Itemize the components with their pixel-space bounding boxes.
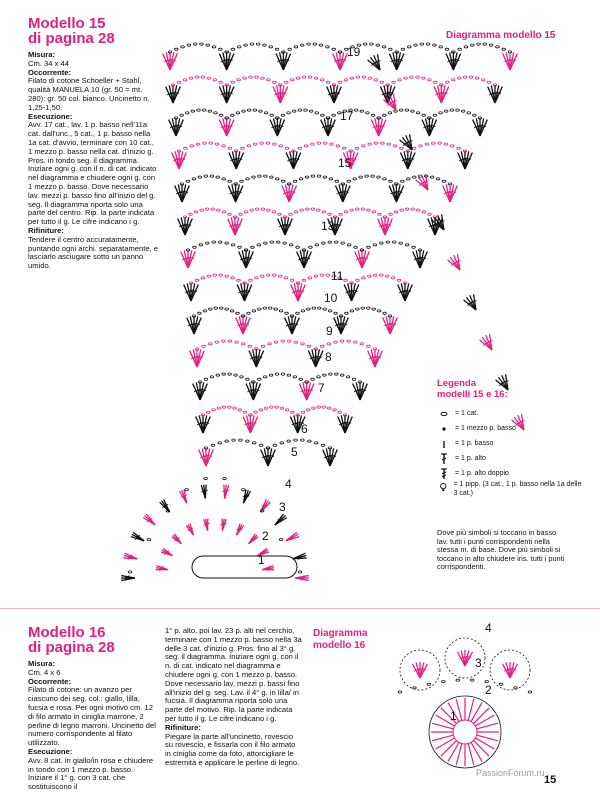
stitch-fan [334, 316, 349, 334]
chain-arc [225, 109, 279, 119]
round-number: 1 [258, 553, 265, 567]
stitch-fan [400, 134, 413, 150]
model15-occorrente-label: Occorrente: [28, 67, 72, 77]
model16-diagram-title-line2: modello 16 [313, 640, 366, 651]
chain-arc [333, 208, 387, 218]
chain-arc [428, 109, 482, 119]
model15-misura-label: Misura: [28, 50, 56, 59]
chain-arc [201, 406, 252, 416]
legend-item [437, 481, 587, 507]
stitch-fan [186, 524, 193, 535]
stitch-fan [473, 118, 488, 136]
stitch-fan [229, 151, 244, 169]
stitch-fan [371, 118, 386, 136]
chain-arc [305, 373, 362, 383]
stitch-fan [260, 499, 270, 512]
stitch-fan [243, 489, 251, 503]
model15-esecuzione: Avv. 17 cat., lav. 1 p. basso nell'11a cat. dall'unc., 5 cat., 1 p. basso nella 1a cat. d'avvio, terminare con 10 cat., 1 mezzo p. basso nella cat. d'inizio g. Pros. in tondo seg. il diagramma. Iniziare ogni g. con il n. di cat. indicato nel diagramma e chiudere ogni g. con 1 mezzo p. basso. Dove necessario lav. mezzi p. basso fino all'inizio del g. seg. Il diagramma riporta solo una parte del centro. Rip. la parte indicata per tutto il g. Le cifre indicano i g. [28, 120, 157, 227]
stitch-fan [380, 85, 395, 103]
stitch-fan [219, 118, 234, 136]
stitch-fan [291, 283, 306, 301]
stitch-fan [297, 250, 312, 268]
stitch-fan [156, 566, 168, 571]
chain-arc [296, 406, 347, 416]
stitch-fan [175, 184, 190, 202]
stitch-fan [368, 349, 383, 367]
stitch-fan [355, 250, 370, 268]
stitch-fan [243, 415, 258, 433]
round-number: 2 [485, 683, 492, 697]
model16-instructions-col2 [165, 627, 303, 768]
chain-arc [186, 241, 248, 251]
stitch-fan [236, 316, 251, 334]
legend-text: = 1 mezzo p. basso [455, 425, 516, 432]
model15-rifiniture: Tendere il centro accuratamente, puntando ogni archi. separatamente, e lasciarlo asciugare sotto un panno umido. [28, 234, 159, 271]
stitch-fan [184, 283, 199, 301]
stitch-fan [323, 448, 338, 466]
stitch-fan [434, 85, 449, 103]
chain-arc [266, 439, 332, 449]
chain-arc [183, 208, 237, 218]
legend-text: = 1 pipp. (3 cat., 1 p. basso nella 1a delle 3 cat.) [453, 481, 582, 497]
chain-arc [302, 241, 364, 251]
model15-rifiniture-label: Rifiniture: [28, 225, 64, 235]
stitch-fan [219, 52, 234, 70]
stitch-fan [201, 485, 208, 499]
stitch-fan [389, 52, 404, 70]
round-number: 2 [262, 529, 269, 543]
stitch-fan [276, 52, 291, 70]
chain-arc [283, 208, 337, 218]
stitch-fan [457, 650, 472, 666]
model15-subtitle: di pagina 28 [28, 30, 115, 47]
model16-esecuzione-part2: 1° p. alto, poi lav. 23 p. alti nel cerchio, terminare con 1 mezzo p. basso nella 3a delle 3 cat. d'inizio g. Pros. fino al 3° g. seg. il diagramma. Iniziare ogni g. con il n. di cat. indicato nel diagramma e chiudere ogni g. con 1 mezzo p. basso. Dove necessario lav. mezzi p. bassi fino all'inizio del g. seg. Lav. il 4° g. in lilla/ in fucsia. Il diagramma riporta solo una parte del motivo. Rip. la parte indicata per tutto il g. Le cifre indicano i g. [165, 626, 302, 723]
model15-diagram-title: Diagramma modello 15 [446, 30, 556, 41]
stitch-fan [448, 254, 461, 270]
stitch [441, 740, 457, 756]
stitch-fan [353, 382, 368, 400]
slip-stitch-icon [437, 423, 451, 435]
stitch-fan [166, 85, 181, 103]
model16-misura: Cm. 4 x 6 [28, 667, 61, 677]
center-ring [453, 720, 477, 744]
stitch-fan [282, 184, 297, 202]
chain-arc [204, 439, 270, 449]
chain-arc [377, 109, 431, 119]
stitch-fan [246, 382, 261, 400]
legend-note: Dove più simboli si toccano in basso lav. tutti i punti corrispondenti nella stessa m. di base. Dove più simboli si toccano in alto chiudere ins. tutti i punti corrispondenti. [437, 528, 565, 572]
chain-arc [290, 307, 343, 317]
stitch-fan [237, 283, 252, 301]
stitch-fan [308, 349, 323, 367]
chain-arc [243, 274, 300, 284]
stitch-fan [295, 576, 309, 581]
round-number: 5 [291, 445, 298, 459]
round-number: 6 [301, 422, 308, 436]
chain-arc [292, 142, 353, 152]
round-number: 4 [285, 477, 292, 491]
model15-title: Modello 15 [28, 15, 106, 32]
stitch-fan [160, 499, 170, 512]
round-number: 3 [475, 656, 482, 670]
legend [437, 378, 587, 572]
stitch-fan [398, 283, 413, 301]
legend-item [437, 436, 587, 451]
legend-item [437, 451, 587, 466]
stitch-fan [286, 151, 301, 169]
stitch-fan [416, 174, 429, 190]
chain-arc [198, 373, 255, 383]
page-number: 15 [544, 774, 557, 786]
stitch-fan [239, 250, 254, 268]
stitch-fan [378, 217, 393, 235]
stitch-fan [169, 118, 184, 136]
stitch-fan [458, 151, 473, 169]
stitch-fan [278, 217, 293, 235]
chain-arc [225, 43, 285, 53]
stitch-fan [222, 485, 229, 499]
chain-arc [249, 406, 300, 416]
stitch-fan [199, 448, 214, 466]
legend-text: = 1 p. alto doppio [455, 470, 509, 477]
chain-arc [234, 175, 291, 185]
round-number: 8 [325, 350, 332, 364]
chain-arc [128, 477, 302, 573]
chain-arc [252, 373, 309, 383]
legend-title: Legenda [437, 378, 477, 389]
stitch-fan [220, 519, 226, 531]
chain-arc [350, 274, 407, 284]
stitch-fan [389, 184, 404, 202]
stitch-fan [422, 118, 437, 136]
stitch-fan [196, 415, 211, 433]
stitch-fan [327, 85, 342, 103]
chain-arc [287, 175, 344, 185]
stitch-fan [123, 553, 137, 559]
stitch-fan [187, 316, 202, 334]
model16-occorrente: Filato di cotone: un avanzo per ciascuno dei seg. col.: giallo, lilla, fucsia e rosa. Per ogni motivo cm. 12 di filo armato in ciniglia marrone, 2 perline di legno marroni. Uncinetto del numero corrispondente al filato utilizzato. [28, 685, 156, 748]
foundation-chain [192, 556, 297, 578]
chain-arc [383, 208, 437, 218]
chain-arc [168, 43, 228, 53]
stitch-fan [270, 118, 285, 136]
stitch-fan [285, 316, 300, 334]
legend-item [437, 466, 587, 481]
treble-crochet-icon [437, 468, 451, 480]
picot-icon [437, 481, 450, 493]
legend-text: = 1 p. alto [455, 455, 486, 462]
double-crochet-icon [437, 453, 451, 465]
model15-misura: Cm. 34 x 44 [28, 58, 69, 68]
stitch-fan [413, 250, 428, 268]
legend-subtitle: modelli 15 e 16: [437, 389, 508, 400]
stitch-fan [228, 217, 243, 235]
chain-arc [234, 142, 295, 152]
chain-arc [360, 241, 422, 251]
chain-arc [296, 274, 353, 284]
stitch-fan [293, 553, 307, 559]
stitch-fan [249, 534, 259, 544]
chain-arc [276, 109, 330, 119]
model16-diagram-title-line1: Diagramma [313, 628, 368, 639]
round-number: 10 [324, 291, 338, 305]
model16-diagram-title [313, 628, 367, 652]
stitch-fan [502, 662, 517, 678]
stitch-fan [488, 85, 503, 103]
stitch-fan [190, 349, 205, 367]
stitch-fan [368, 54, 381, 70]
chain-arc [233, 208, 287, 218]
chain-arc [225, 76, 282, 86]
stitch-fan [228, 184, 243, 202]
model16-misura-label: Misura: [28, 659, 56, 668]
model16-crochet-diagram [380, 612, 560, 782]
chain-arc [440, 76, 497, 86]
stitch-fan [344, 283, 359, 301]
model16-occorrente-label: Occorrente: [28, 676, 72, 686]
stitch-fan [121, 576, 135, 581]
stitch-fan [143, 514, 155, 525]
stitch-fan [179, 489, 187, 503]
chain-arc [386, 76, 443, 86]
model16-esecuzione-label: Esecuzione: [28, 746, 73, 756]
stitch-fan [172, 151, 187, 169]
model16-title: Modello 16 [28, 624, 106, 641]
stitch-fan [273, 85, 288, 103]
stitch-fan [172, 534, 182, 544]
round-number: 3 [279, 500, 286, 514]
round-number: 13 [321, 219, 335, 233]
section-divider [0, 608, 600, 609]
stitch-fan [299, 382, 314, 400]
legend-item [437, 421, 587, 436]
model16-subtitle: di pagina 28 [28, 639, 115, 656]
chain-arc [395, 43, 455, 53]
stitch-fan [163, 52, 178, 70]
stitch-fan [335, 184, 350, 202]
stitch-fan [338, 415, 353, 433]
model16-instructions [28, 625, 158, 792]
round-number: 19 [347, 45, 361, 59]
stitch-fan [383, 316, 398, 334]
chain-arc [452, 43, 512, 53]
stitch-fan [480, 334, 493, 350]
round-number: 17 [340, 109, 354, 123]
chain-arc [177, 142, 238, 152]
single-crochet-icon [437, 438, 451, 450]
chain-arc [171, 76, 228, 86]
chain-arc [398, 679, 532, 693]
chain-arc [244, 241, 306, 251]
round-number: 9 [326, 324, 333, 338]
chain-arc [314, 340, 377, 350]
chain-arc [174, 109, 228, 119]
chain-arc [192, 307, 245, 317]
stitch-fan [333, 52, 348, 70]
stitch-fan [181, 250, 196, 268]
model16-esecuzione-part1: Avv. 8 cat. in giallo/in rosa e chiudere in tondo con 1 mezzo p. basso. Iniziare il 1° g. con 3 cat. che sostituiscono il [28, 755, 154, 792]
stitch-fan [503, 52, 518, 70]
stitch-fan [384, 94, 397, 110]
round-number: 7 [318, 381, 325, 395]
model15-esecuzione-label: Esecuzione: [28, 111, 73, 121]
chain-arc [349, 142, 410, 152]
stitch-fan [219, 85, 234, 103]
watermark: PassionForum.ru [476, 768, 545, 778]
legend-item [437, 406, 587, 421]
stitch-fan [446, 52, 461, 70]
stitch-fan [412, 662, 427, 678]
stitch [473, 708, 489, 724]
stitch-fan [275, 514, 287, 525]
chain-arc [406, 142, 467, 152]
round-number: 11 [331, 269, 344, 283]
stitch-fan [131, 532, 144, 541]
stitch-fan [178, 217, 193, 235]
round-number: 1 [450, 709, 457, 723]
stitch [473, 740, 489, 756]
stitch-fan [193, 382, 208, 400]
round-number: 4 [485, 621, 492, 635]
chain-arc [180, 175, 237, 185]
chain-arc [282, 43, 342, 53]
chain-arc [189, 274, 246, 284]
model16-rifiniture: Piegare la parte all'uncinetto, rovescio su rovescio, e fissarla con il filo armato in ciniglia come da foto, attorcigliare le estremità e applicare le perline di legno. [165, 731, 300, 767]
legend-text: = 1 p. basso [455, 440, 494, 447]
round-number: 15 [338, 156, 352, 170]
stitch-fan [464, 294, 477, 310]
chain-arc [332, 76, 389, 86]
chain-arc [341, 175, 398, 185]
chain-arc [195, 340, 258, 350]
chain-arc [255, 340, 318, 350]
stitch-fan [286, 532, 299, 541]
stitch-fan [400, 151, 415, 169]
model15-occorrente: Filato di cotone Schoeller + Stahl, qualità MANUELA 10 (gr. 50 = mt. 280): gr. 50 col. bianco. Uncinetto n. 1,25-1,50. [28, 76, 150, 112]
stitch-fan [443, 184, 458, 202]
chain-stitch-icon [437, 408, 451, 420]
stitch-fan [249, 349, 264, 367]
stitch-fan [203, 519, 209, 531]
legend-text: = 1 cat. [455, 410, 479, 417]
stitch-fan [321, 118, 336, 136]
model16-rifiniture-label: Rifiniture: [165, 722, 201, 732]
stitch-fan [261, 448, 276, 466]
chain-arc [241, 307, 294, 317]
stitch-fan [161, 548, 172, 555]
stitch-fan [236, 524, 243, 535]
chain-arc [339, 307, 392, 317]
chain-arc [279, 76, 336, 86]
